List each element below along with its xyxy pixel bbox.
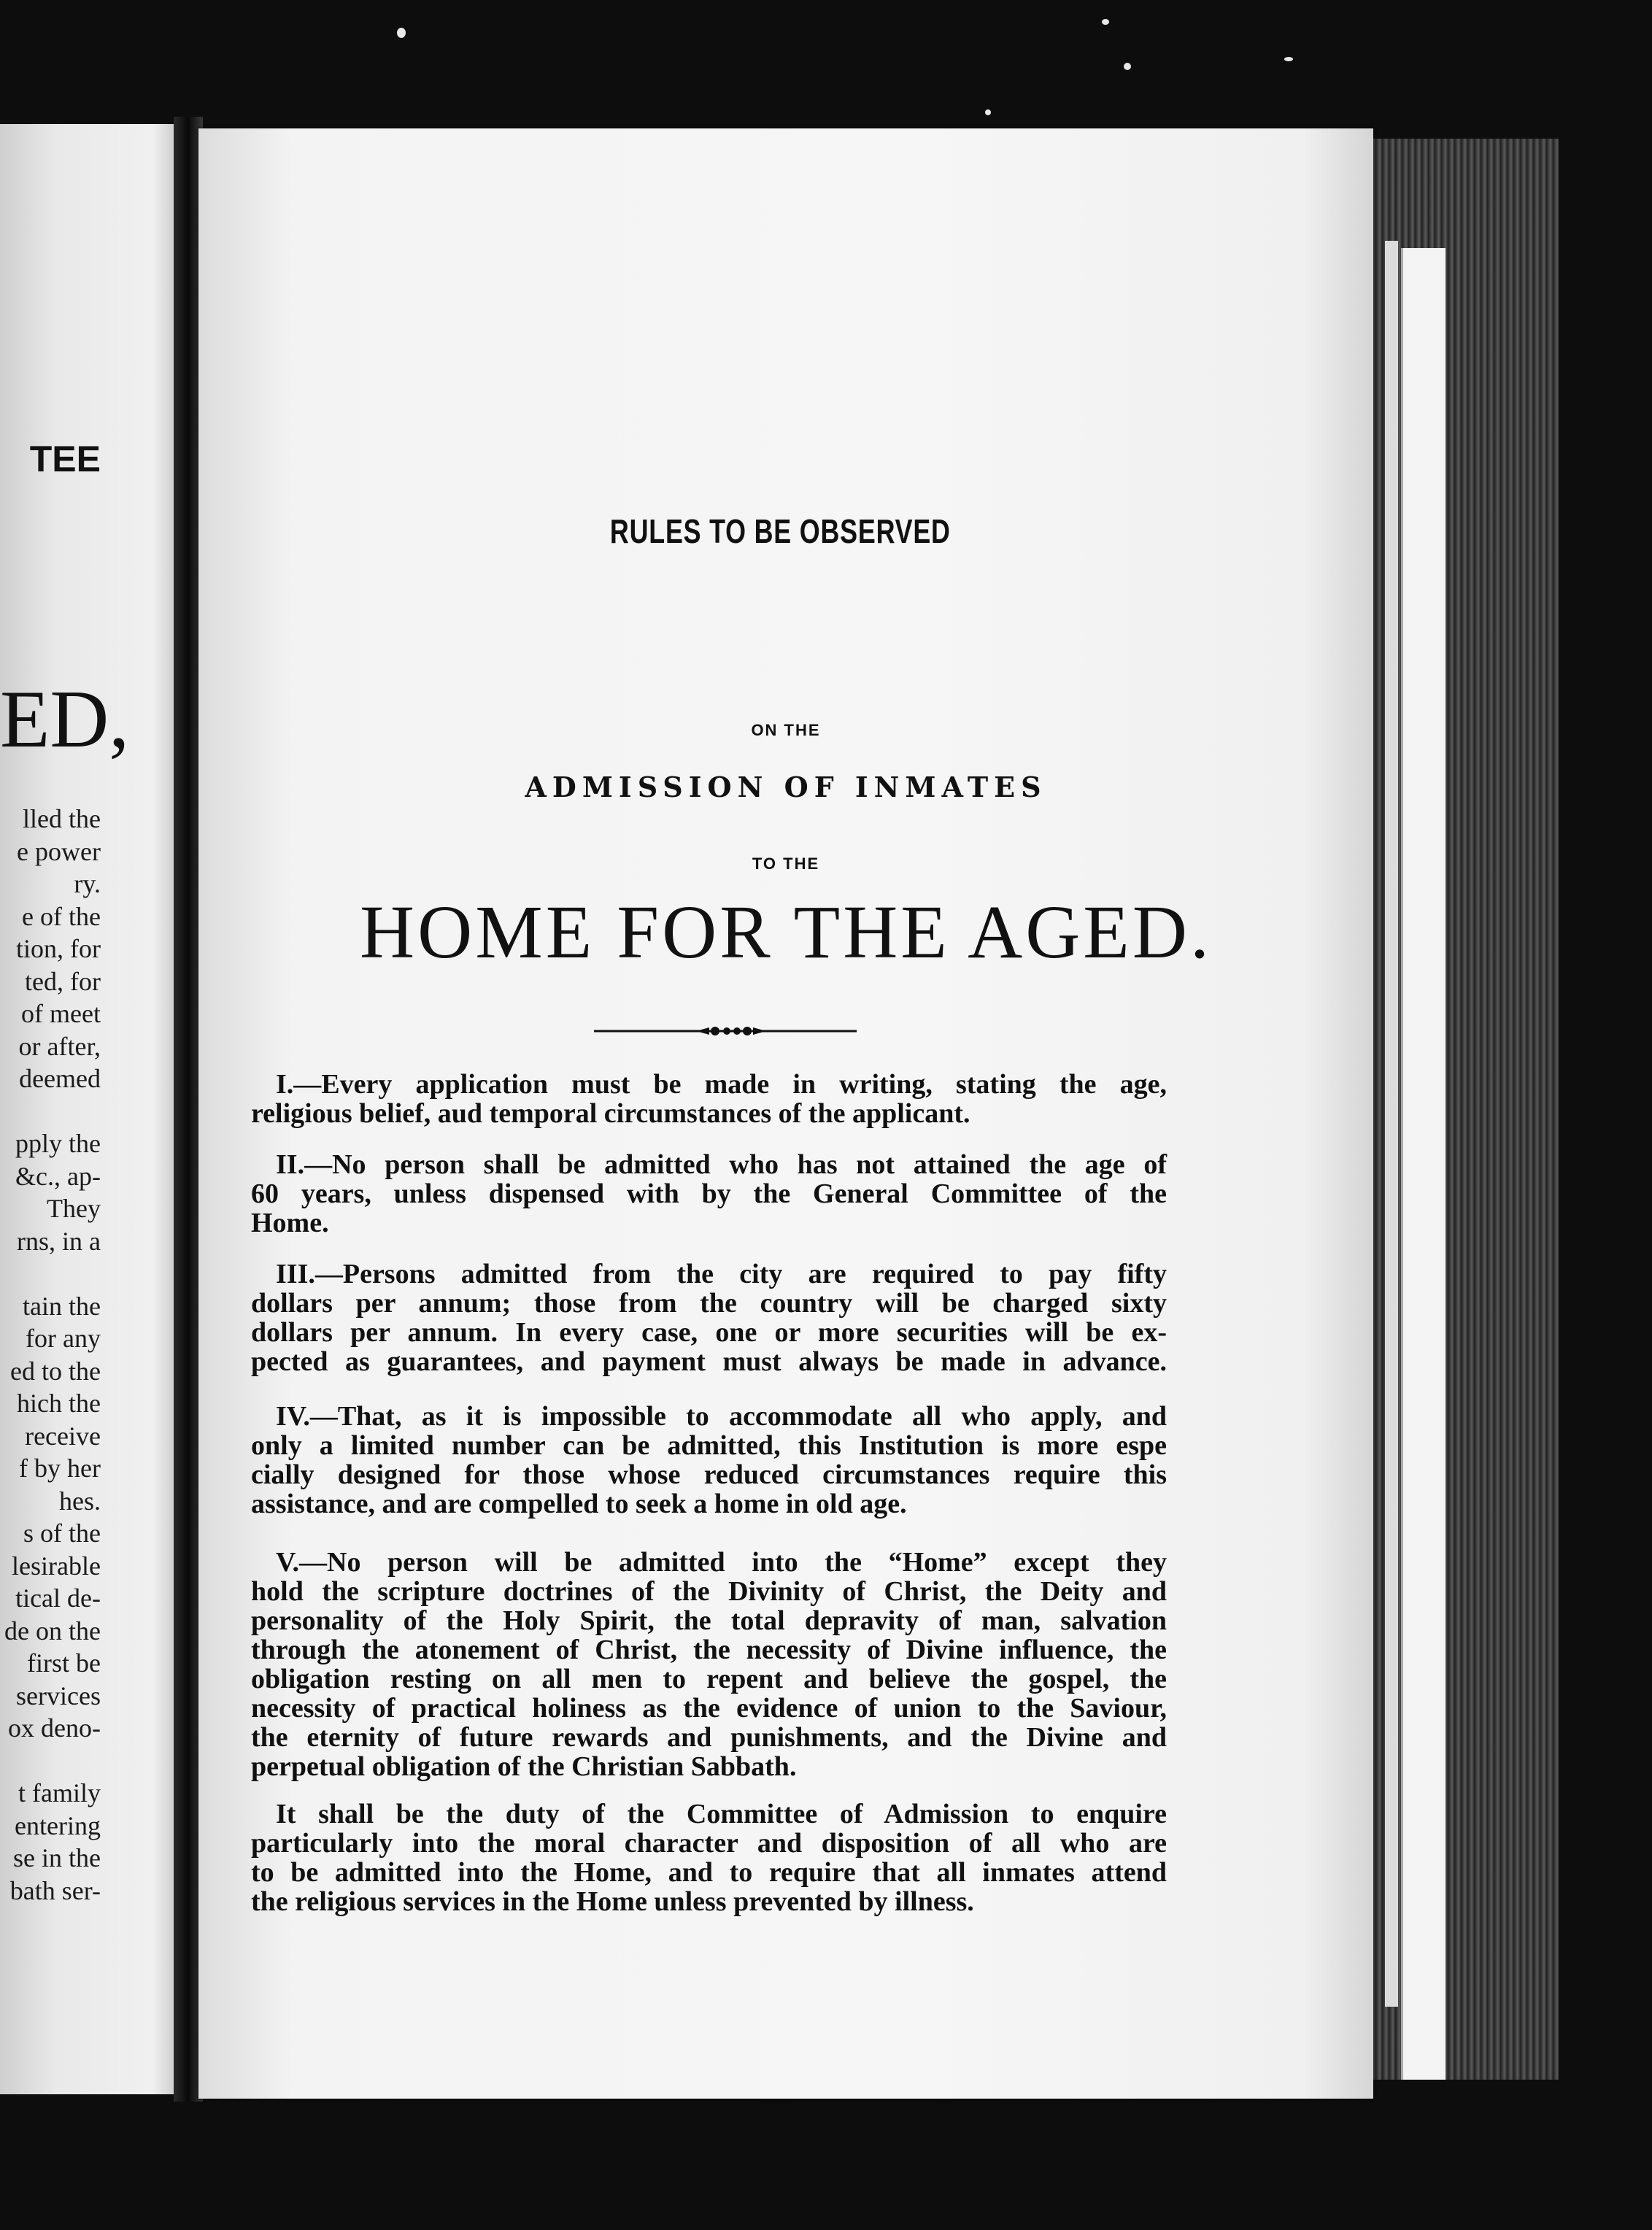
rule-line: through the atonement of Christ, the necessity of Divine influence, the <box>251 1635 1167 1665</box>
rule-line: 60 years, unless dispensed with by the General Committee of the <box>251 1178 1167 1209</box>
film-speck <box>397 28 406 38</box>
left-line: first be <box>27 1648 101 1678</box>
rule-ii <box>251 1150 1167 1238</box>
film-speck <box>1284 57 1293 61</box>
left-page-title-fragment: ED, <box>0 674 130 765</box>
page-edge-strip <box>1385 241 1398 2007</box>
rule-line: perpetual obligation of the Christian Sabbath. <box>251 1751 797 1782</box>
left-page-heading-fragment: TEE <box>29 439 101 479</box>
page-edge-strip <box>1401 248 1446 2080</box>
left-line: s of the <box>23 1519 101 1548</box>
left-line: entering <box>15 1810 101 1840</box>
left-line: tical de- <box>15 1583 101 1613</box>
left-line: e power <box>17 836 101 866</box>
ornament-rule-icon <box>594 1020 857 1042</box>
rule-line: necessity of practical holiness as the evidence of union to the Saviour, <box>251 1693 1167 1724</box>
rules-heading: RULES TO BE OBSERVED <box>609 512 951 550</box>
left-line: &c., ap- <box>15 1161 101 1191</box>
rule-line: only a limited number can be admitted, this Institution is more espe <box>251 1430 1167 1461</box>
left-line: hich the <box>17 1389 101 1418</box>
rule-line: pected as guarantees, and payment must always be made in advance. <box>251 1346 1167 1377</box>
left-facing-page <box>0 124 191 2094</box>
rule-line: to be admitted into the Home, and to require that all inmates attend <box>251 1857 1167 1888</box>
left-line <box>0 1745 191 1778</box>
to-the-label: TO THE <box>752 854 820 873</box>
rule-line: III.—Persons admitted from the city are required to pay fifty <box>276 1259 1167 1289</box>
left-line: e of the <box>22 901 101 931</box>
main-page <box>198 128 1373 2099</box>
left-line <box>0 1257 191 1290</box>
rule-line: Home. <box>251 1208 329 1238</box>
left-line: rns, in a <box>17 1226 101 1256</box>
rule-line: religious belief, aud temporal circumstances of the applicant. <box>251 1098 970 1129</box>
left-line: receive <box>25 1421 101 1451</box>
rule-line: V.—No person will be admitted into the “Home” except they <box>276 1547 1167 1578</box>
rule-iv <box>251 1402 1167 1519</box>
rule-iii <box>251 1259 1167 1376</box>
on-the-label: ON THE <box>751 721 821 739</box>
rule-line: the religious services in the Home unless prevented by illness. <box>251 1886 974 1917</box>
rule-line: cially designed for those whose reduced circumstances require this <box>251 1459 1167 1490</box>
left-line: tion, for <box>16 934 101 963</box>
rule-line: the eternity of future rewards and punishments, and the Divine and <box>251 1722 1167 1753</box>
left-line: services <box>16 1681 101 1710</box>
rule-line: It shall be the duty of the Committee of Admission to enquire <box>276 1799 1167 1829</box>
left-line: bath ser- <box>9 1875 101 1905</box>
left-line: ted, for <box>25 966 101 996</box>
left-line: de on the <box>4 1616 101 1646</box>
left-line: or after, <box>18 1031 101 1061</box>
rule-line: IV.—That, as it is impossible to accommodate all who apply, and <box>276 1401 1167 1432</box>
film-speck <box>1124 63 1131 70</box>
left-line: t family <box>18 1778 101 1807</box>
rule-line: assistance, and are compelled to seek a home in old age. <box>251 1489 907 1519</box>
left-line: ed to the <box>10 1356 101 1386</box>
rule-line: I.—Every application must be made in writing, stating the age, <box>276 1069 1167 1100</box>
left-line: for any <box>26 1324 101 1353</box>
left-line: ry. <box>74 869 101 898</box>
rule-line: dollars per annum. In every case, one or more securities will be ex- <box>251 1317 1167 1348</box>
left-line: se in the <box>13 1843 101 1872</box>
rule-line: dollars per annum; those from the country will be charged sixty <box>251 1288 1167 1319</box>
left-line: of meet <box>21 999 101 1028</box>
left-line: hes. <box>59 1486 101 1516</box>
left-line <box>0 1095 191 1128</box>
rule-i <box>251 1070 1167 1128</box>
rule-line: II.—No person shall be admitted who has not attained the age of <box>276 1149 1167 1180</box>
left-line: deemed <box>19 1064 101 1093</box>
left-line: They <box>47 1194 101 1223</box>
left-line: ox deno- <box>8 1713 101 1743</box>
rule-line: personality of the Holy Spirit, the total depravity of man, salvation <box>251 1605 1167 1636</box>
left-line: lesirable <box>12 1551 101 1581</box>
left-line: lled the <box>23 804 101 833</box>
rule-line: obligation resting on all men to repent and believe the gospel, the <box>251 1664 1167 1694</box>
admission-heading: ADMISSION OF INMATES <box>525 771 1047 803</box>
left-line: f by her <box>19 1454 101 1483</box>
left-line: pply the <box>15 1129 101 1158</box>
film-speck <box>985 109 991 115</box>
rule-line: particularly into the moral character and disposition of all who are <box>251 1828 1167 1859</box>
rule-v <box>251 1548 1167 1781</box>
page-content <box>198 128 1373 2099</box>
left-line: tain the <box>23 1291 101 1321</box>
rule-line: hold the scripture doctrines of the Divinity of Christ, the Deity and <box>251 1576 1167 1607</box>
film-speck <box>1102 19 1109 25</box>
admission-duty-paragraph <box>251 1799 1167 1916</box>
left-page-text-fragments <box>0 803 191 1907</box>
home-title: HOME FOR THE AGED. <box>360 890 1212 974</box>
